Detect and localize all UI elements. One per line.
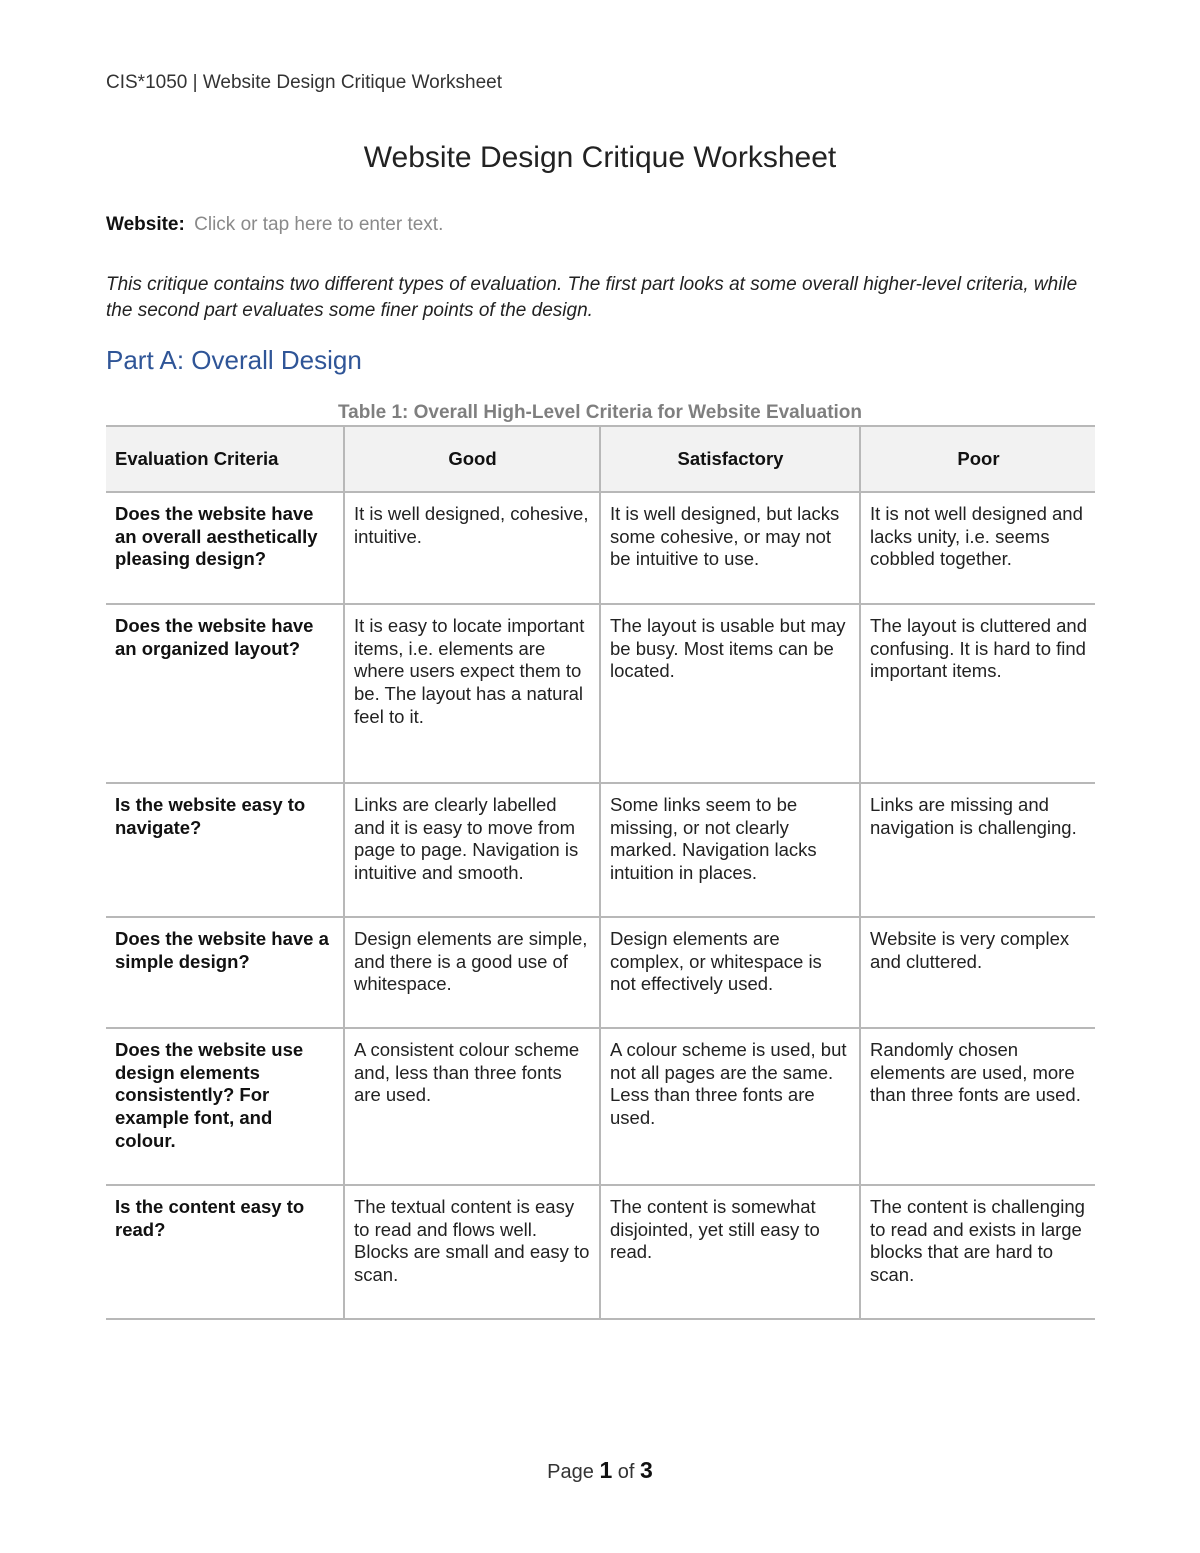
website-input[interactable]: Click or tap here to enter text. [194,214,444,235]
criteria-cell: Does the website use design elements consistently? For example font, and colour. [106,1028,344,1185]
table-row [106,1028,1095,1185]
criteria-cell: Is the content easy to read? [106,1185,344,1319]
poor-cell: Links are missing and navigation is challenging. [860,783,1095,917]
page-total: 3 [640,1457,653,1483]
poor-cell: The content is challenging to read and exists in large blocks that are hard to scan. [860,1185,1095,1319]
good-cell: It is easy to locate important items, i.e. elements are where users expect them to be. The layout has a natural feel to it. [344,604,600,783]
column-header: Poor [860,426,1095,492]
good-cell: Links are clearly labelled and it is easy to move from page to page. Navigation is intuitive and smooth. [344,783,600,917]
column-header: Evaluation Criteria [106,426,344,492]
page-footer [0,1457,1200,1484]
document-title: Website Design Critique Worksheet [363,141,837,174]
page-current: 1 [599,1457,613,1483]
satisfactory-cell: The content is somewhat disjointed, yet still easy to read. [600,1185,860,1319]
table-row [106,604,1095,783]
poor-cell: Website is very complex and cluttered. [860,917,1095,1028]
table-row [106,783,1095,917]
of-label: of [617,1461,635,1483]
poor-cell: Randomly chosen elements are used, more than three fonts are used. [860,1028,1095,1185]
intro-paragraph: This critique contains two different types of evaluation. The first part looks at some overall higher-level criteria, while the second part evaluates some finer points of the design. [106,274,1078,321]
section-heading: Part A: Overall Design [106,345,362,375]
website-label: Website: [106,214,185,235]
poor-cell: It is not well designed and lacks unity, i.e. seems cobbled together. [860,492,1095,604]
table-row [106,917,1095,1028]
criteria-cell: Does the website have a simple design? [106,917,344,1028]
table-caption: Table 1: Overall High-Level Criteria for Website Evaluation [337,402,863,423]
table-header-row [106,426,1095,492]
table-row [106,1185,1095,1319]
criteria-table [106,425,1095,1320]
column-header: Good [344,426,600,492]
satisfactory-cell: It is well designed, but lacks some cohesive, or may not be intuitive to use. [600,492,860,604]
satisfactory-cell: Design elements are complex, or whitespace is not effectively used. [600,917,860,1028]
satisfactory-cell: The layout is usable but may be busy. Most items can be located. [600,604,860,783]
criteria-cell: Does the website have an organized layout? [106,604,344,783]
good-cell: Design elements are simple, and there is a good use of whitespace. [344,917,600,1028]
satisfactory-cell: A colour scheme is used, but not all pages are the same. Less than three fonts are used. [600,1028,860,1185]
satisfactory-cell: Some links seem to be missing, or not clearly marked. Navigation lacks intuition in places. [600,783,860,917]
column-header: Satisfactory [600,426,860,492]
page-label: Page [547,1461,594,1483]
table-row [106,492,1095,604]
criteria-cell: Does the website have an overall aesthetically pleasing design? [106,492,344,604]
website-field-row [106,214,443,236]
good-cell: The textual content is easy to read and flows well. Blocks are small and easy to scan. [344,1185,600,1319]
good-cell: It is well designed, cohesive, intuitive. [344,492,600,604]
poor-cell: The layout is cluttered and confusing. It is hard to find important items. [860,604,1095,783]
good-cell: A consistent colour scheme and, less than three fonts are used. [344,1028,600,1185]
criteria-cell: Is the website easy to navigate? [106,783,344,917]
page-header: CIS*1050 | Website Design Critique Worksheet [106,72,503,93]
